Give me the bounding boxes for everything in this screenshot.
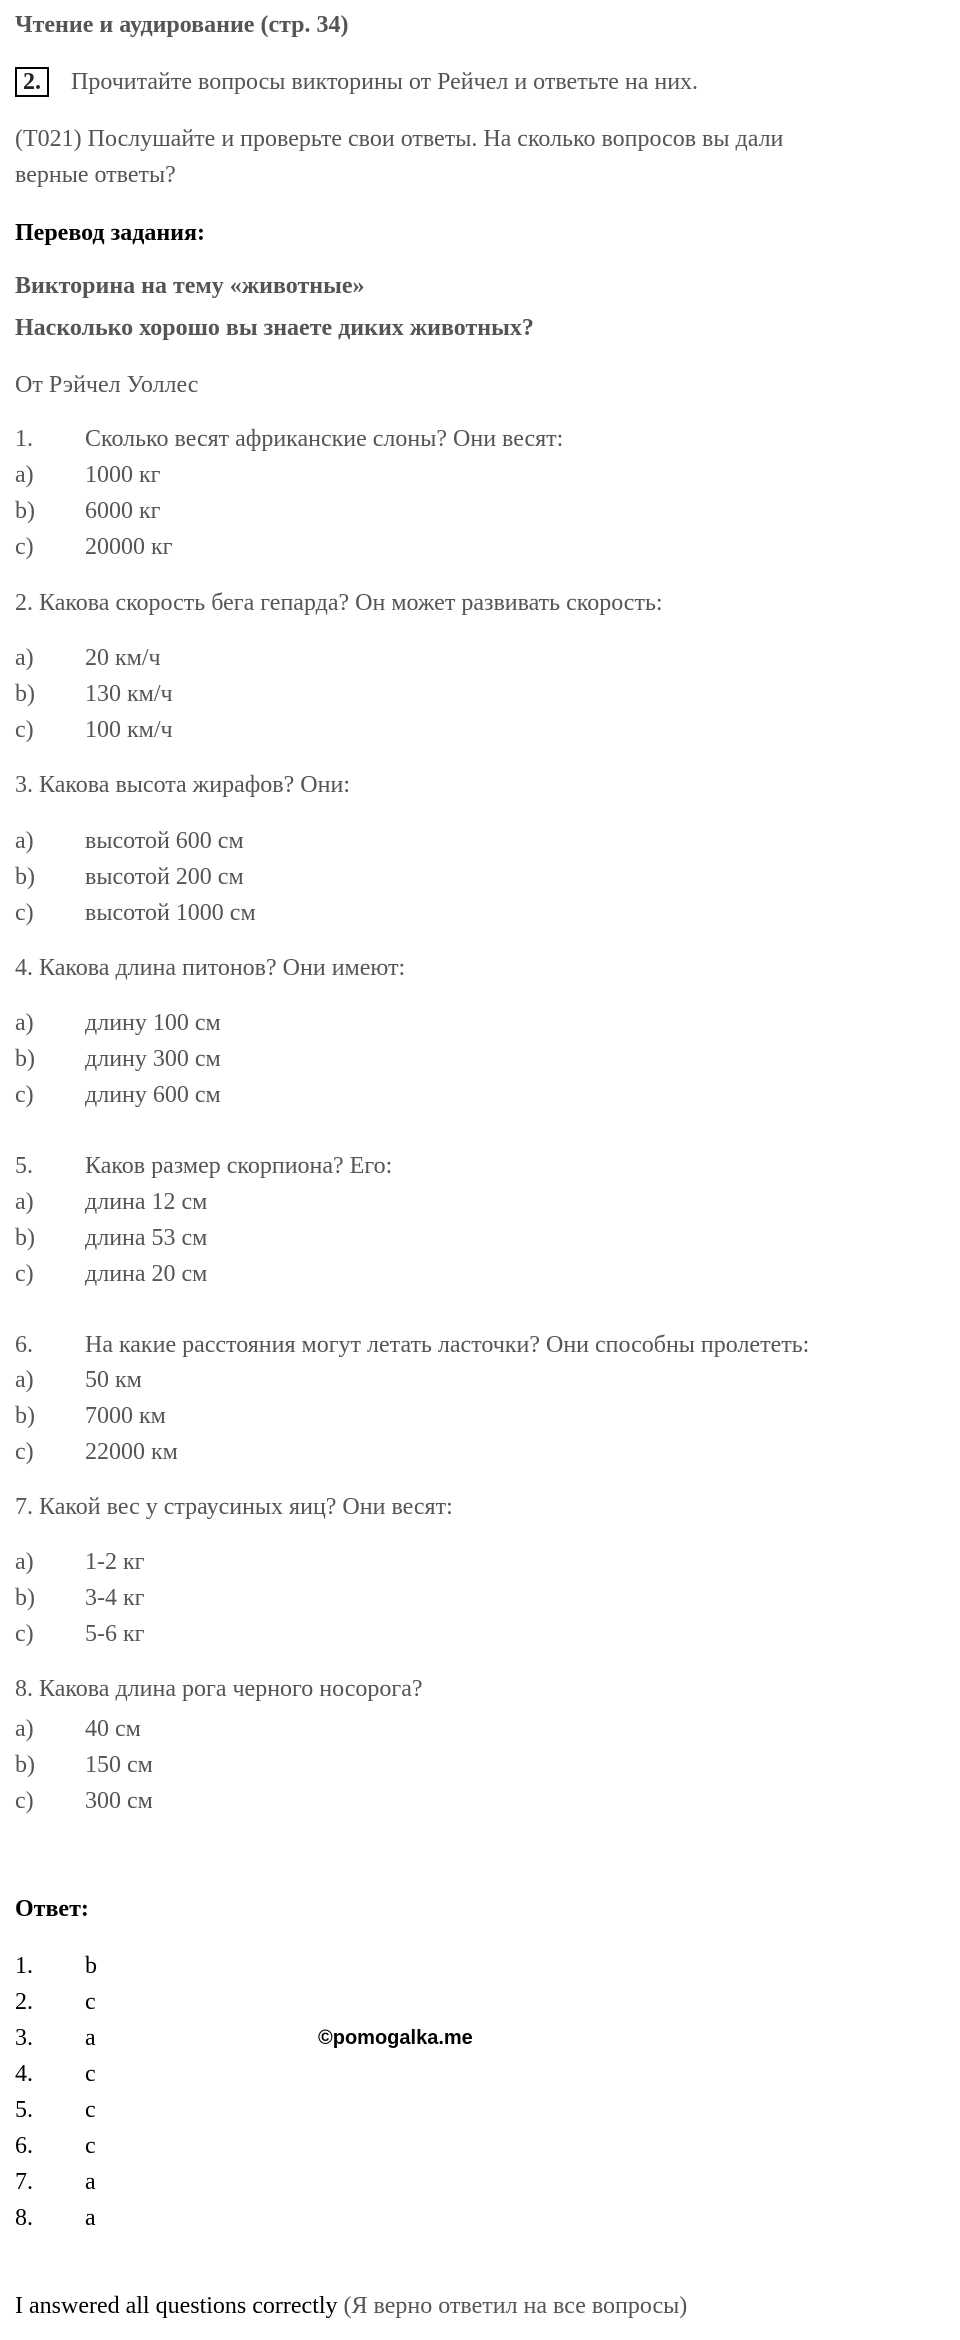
option-label: a) [15, 828, 34, 854]
task-number-box: 2. [15, 67, 49, 97]
option-label: c) [15, 1788, 34, 1814]
option-text: 3-4 кг [85, 1585, 145, 1611]
option-text: длину 100 см [85, 1010, 221, 1036]
task-line [15, 67, 698, 97]
answer-number: 5. [15, 2097, 33, 2123]
answer-heading: Ответ: [15, 1896, 89, 1922]
option-label: c) [15, 900, 34, 926]
option-label: c) [15, 717, 34, 743]
option-text: высотой 600 см [85, 828, 244, 854]
final-answer-ru: (Я верно ответил на все вопросы) [343, 2293, 688, 2319]
option-label: b) [15, 1046, 35, 1072]
option-label: a) [15, 645, 34, 671]
section-title: Чтение и аудирование (стр. 34) [15, 12, 349, 38]
task-text: Прочитайте вопросы викторины от Рейчел и ответьте на них. [71, 69, 699, 95]
option-text: длина 12 см [85, 1189, 208, 1215]
option-text: 100 км/ч [85, 717, 173, 743]
option-text: длину 600 см [85, 1082, 221, 1108]
option-text: 6000 кг [85, 498, 161, 524]
question-text: Сколько весят африканские слоны? Они весят: [85, 426, 564, 452]
quiz-title: Викторина на тему «животные» [15, 273, 365, 299]
watermark: ©pomogalka.me [318, 2027, 473, 2049]
option-label: b) [15, 498, 35, 524]
question-number: 6. [15, 1332, 33, 1358]
question-text: Каков размер скорпиона? Его: [85, 1153, 393, 1179]
answer-number: 8. [15, 2205, 33, 2231]
answer-number: 6. [15, 2133, 33, 2159]
option-text: 130 км/ч [85, 681, 173, 707]
option-text: 5-6 кг [85, 1621, 145, 1647]
question-2: 2. Какова скорость бега гепарда? Он может развивать скорость: [15, 590, 663, 616]
option-label: a) [15, 1189, 34, 1215]
final-answer-en: I answered all questions correctly [15, 2293, 338, 2319]
option-label: b) [15, 681, 35, 707]
option-label: b) [15, 1225, 35, 1251]
answer-number: 7. [15, 2169, 33, 2195]
option-label: c) [15, 1261, 34, 1287]
option-label: c) [15, 1621, 34, 1647]
option-text: длина 53 см [85, 1225, 208, 1251]
option-label: b) [15, 1752, 35, 1778]
option-text: 20 км/ч [85, 645, 161, 671]
task-line-2b: верные ответы? [15, 162, 176, 188]
question-3: 3. Какова высота жирафов? Они: [15, 772, 350, 798]
quiz-author: От Рэйчел Уоллес [15, 372, 199, 398]
question-4: 4. Какова длина питонов? Они имеют: [15, 955, 406, 981]
option-text: 1-2 кг [85, 1549, 145, 1575]
option-text: 20000 кг [85, 534, 173, 560]
option-label: b) [15, 1585, 35, 1611]
question-number: 1. [15, 426, 33, 452]
answer-number: 2. [15, 1989, 33, 2015]
option-text: 40 см [85, 1716, 141, 1742]
answer-number: 1. [15, 1953, 33, 1979]
answer-value: a [85, 2169, 96, 2195]
option-text: 300 см [85, 1788, 153, 1814]
final-answer [15, 2291, 687, 2321]
answer-value: c [85, 2097, 96, 2123]
option-label: c) [15, 1439, 34, 1465]
answer-number: 3. [15, 2025, 33, 2051]
question-text: На какие расстояния могут летать ласточки? Они способны пролететь: [85, 1332, 810, 1358]
option-text: 22000 км [85, 1439, 178, 1465]
question-8: 8. Какова длина рога черного носорога? [15, 1676, 423, 1702]
task-line-2a: (T021) Послушайте и проверьте свои ответы. На сколько вопросов вы дали [15, 126, 784, 152]
answer-value: a [85, 2025, 96, 2051]
option-label: a) [15, 1716, 34, 1742]
option-label: a) [15, 1367, 34, 1393]
answer-value: c [85, 2061, 96, 2087]
option-label: a) [15, 462, 34, 488]
option-label: b) [15, 1403, 35, 1429]
quiz-subtitle: Насколько хорошо вы знаете диких животных? [15, 315, 534, 341]
translation-heading: Перевод задания: [15, 220, 205, 246]
option-label: a) [15, 1010, 34, 1036]
option-label: c) [15, 1082, 34, 1108]
option-text: 1000 кг [85, 462, 161, 488]
option-label: a) [15, 1549, 34, 1575]
answer-value: c [85, 1989, 96, 2015]
option-text: длину 300 см [85, 1046, 221, 1072]
answer-number: 4. [15, 2061, 33, 2087]
question-number: 5. [15, 1153, 33, 1179]
option-text: высотой 1000 см [85, 900, 256, 926]
answer-value: a [85, 2205, 96, 2231]
option-text: высотой 200 см [85, 864, 244, 890]
option-label: b) [15, 864, 35, 890]
answer-value: c [85, 2133, 96, 2159]
option-text: 50 км [85, 1367, 142, 1393]
question-7: 7. Какой вес у страусиных яиц? Они весят: [15, 1494, 453, 1520]
option-text: 7000 км [85, 1403, 166, 1429]
option-label: c) [15, 534, 34, 560]
answer-value: b [85, 1953, 97, 1979]
option-text: 150 см [85, 1752, 153, 1778]
option-text: длина 20 см [85, 1261, 208, 1287]
